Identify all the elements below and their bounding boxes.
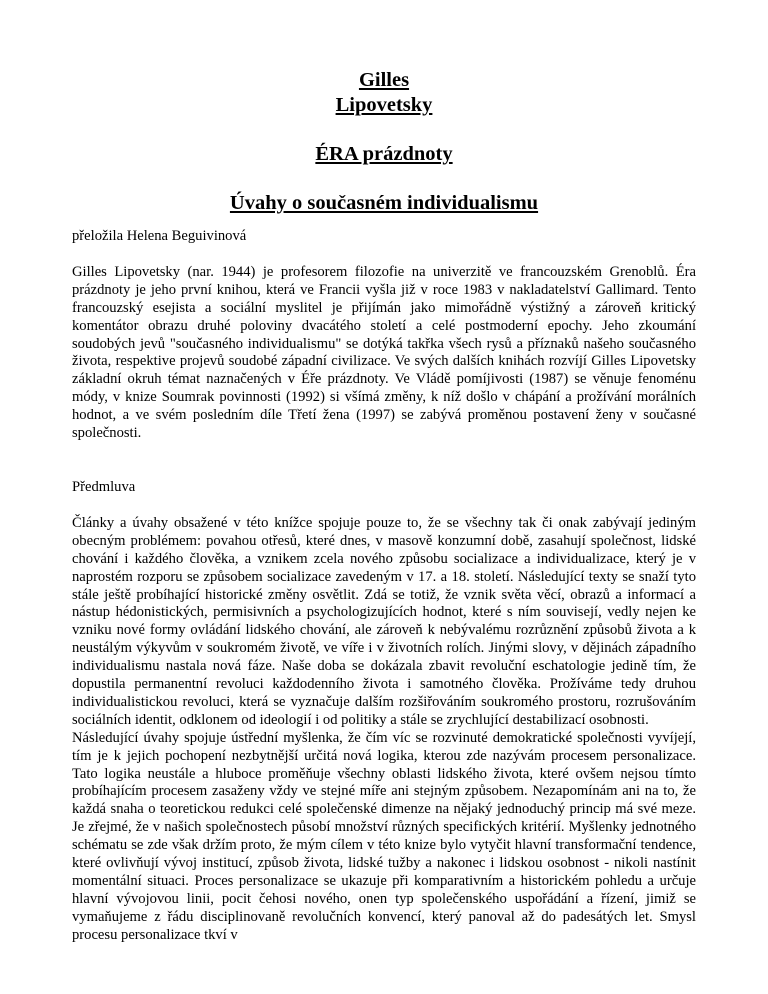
book-title: ÉRA prázdnoty	[315, 143, 453, 165]
body-paragraph-1: Články a úvahy obsažené v této knížce spojuje pouze to, že se všechny tak či onak zabývají jediným obecným problémem: povahou otřesů, které dnes, v masově konzumní době, zasahují společnost, lidské chování i každého člověka, a vznikem zcela nového způsobu socializace a individualizace, který je v naprostém rozporu se způsobem socializace zavedeným v 17. a 18. století. Následující texty se snaží tyto stále ještě probíhající historické změny osvětlit. Zdá se totiž, že vznik světa věcí, obrazů a informací a nástup hédonistických, permisivních a psychologizujících hodnot, které s ním souvisejí, vedly nejen ke vzniku nové formy ovládání lidského chování, ale zároveň k nebývalému rozrůznění způsobů života a k neustálým výkyvům v soukromém životě, ve víře i v životních rolích. Jinými slovy, v dějinách západního individualismu nastala nová fáze. Naše doba se dokázala zbavit revoluční eschatologie jedině tím, že dopustila permanentní revoluci každodenního života i samotného člověka. Prožíváme tedy druhou individualistickou revoluci, která se vyznačuje dalším rozšiřováním soukromého prostoru, rozrušováním sociálních identit, odklonem od ideologií i od politiky a stále se zrychlující destabilizací osobnosti.	[72, 514, 696, 728]
section-heading: Předmluva	[72, 478, 136, 495]
translator-credit: přeložila Helena Beguivinová	[72, 228, 247, 244]
intro-paragraph: Gilles Lipovetsky (nar. 1944) je profesorem filozofie na univerzitě ve francouzském Grenoblů. Éra prázdnoty je jeho první knihou, která ve Francii vyšla již v roce 1983 v nakladatelství Gallimard. Tento francouzský esejista a sociální myslitel je přijímán jako mimořádně výstižný a zároveň kritický komentátor obrazu druhé poloviny dvacátého století a celé postmoderní epochy. Jeho zkoumání soudobých jevů "současného individualismu" se dotýká takřka všech rysů a příznaků našeho současného života, respektive projevů soudobé západní civilizace. Ve svých dalších knihách rozvíjí Gilles Lipovetsky základní okruh témat naznačených v Éře prázdnoty. Ve Vládě pomíjivosti (1987) se věnuje fenoménu módy, v knize Soumrak povinnosti (1992) si všímá změny, k níž došlo v chápání a prožívání morálních hodnot, a ve svém posledním díle Třetí žena (1997) se zabývá proměnou postavení ženy v současné společnosti.	[72, 263, 696, 442]
author-name-line2: Lipovetsky	[335, 94, 433, 116]
book-subtitle: Úvahy o současném individualismu	[229, 192, 539, 214]
body-paragraph-2: Následující úvahy spojuje ústřední myšlenka, že čím víc se rozvinuté demokratické společnosti vyvíjejí, tím je k jejich pochopení nezbytnější určitá nová logika, kterou zde nazývám procesem personalizace. Tato logika neustále a hluboce proměňuje všechny oblasti lidského života, které ovšem nejsou tímto probíhajícím procesem zasaženy vždy ve stejné míře ani stejným způsobem. Nezapomínám ani na to, že každá snaha o teoretickou redukci celé společenské dimenze na nějaký jednoduchý princip má své meze. Je zřejmé, že v našich společnostech působí množství různých specifických kritérií. Myšlenky jednotného schématu se zde však držím proto, že mým cílem v této knize bylo vytyčit hlavní transformační tendence, které ovlivňují vývoj institucí, způsob života, lidské tužby a nakonec i lidskou osobnost - nikoli nastínit momentální situaci. Proces personalizace se ukazuje při komparativním a historickém pohledu a určuje hlavní vývojovou linii, pocit čehosi nového, onen typ společenského uspořádání a řízení, jimiž se vymaňujeme z řádu disciplinovaně revolučních konvencí, který panoval až do padesátých let. Smysl procesu personalizace tkví v	[72, 729, 696, 943]
author-name-line1: Gilles	[358, 69, 410, 91]
